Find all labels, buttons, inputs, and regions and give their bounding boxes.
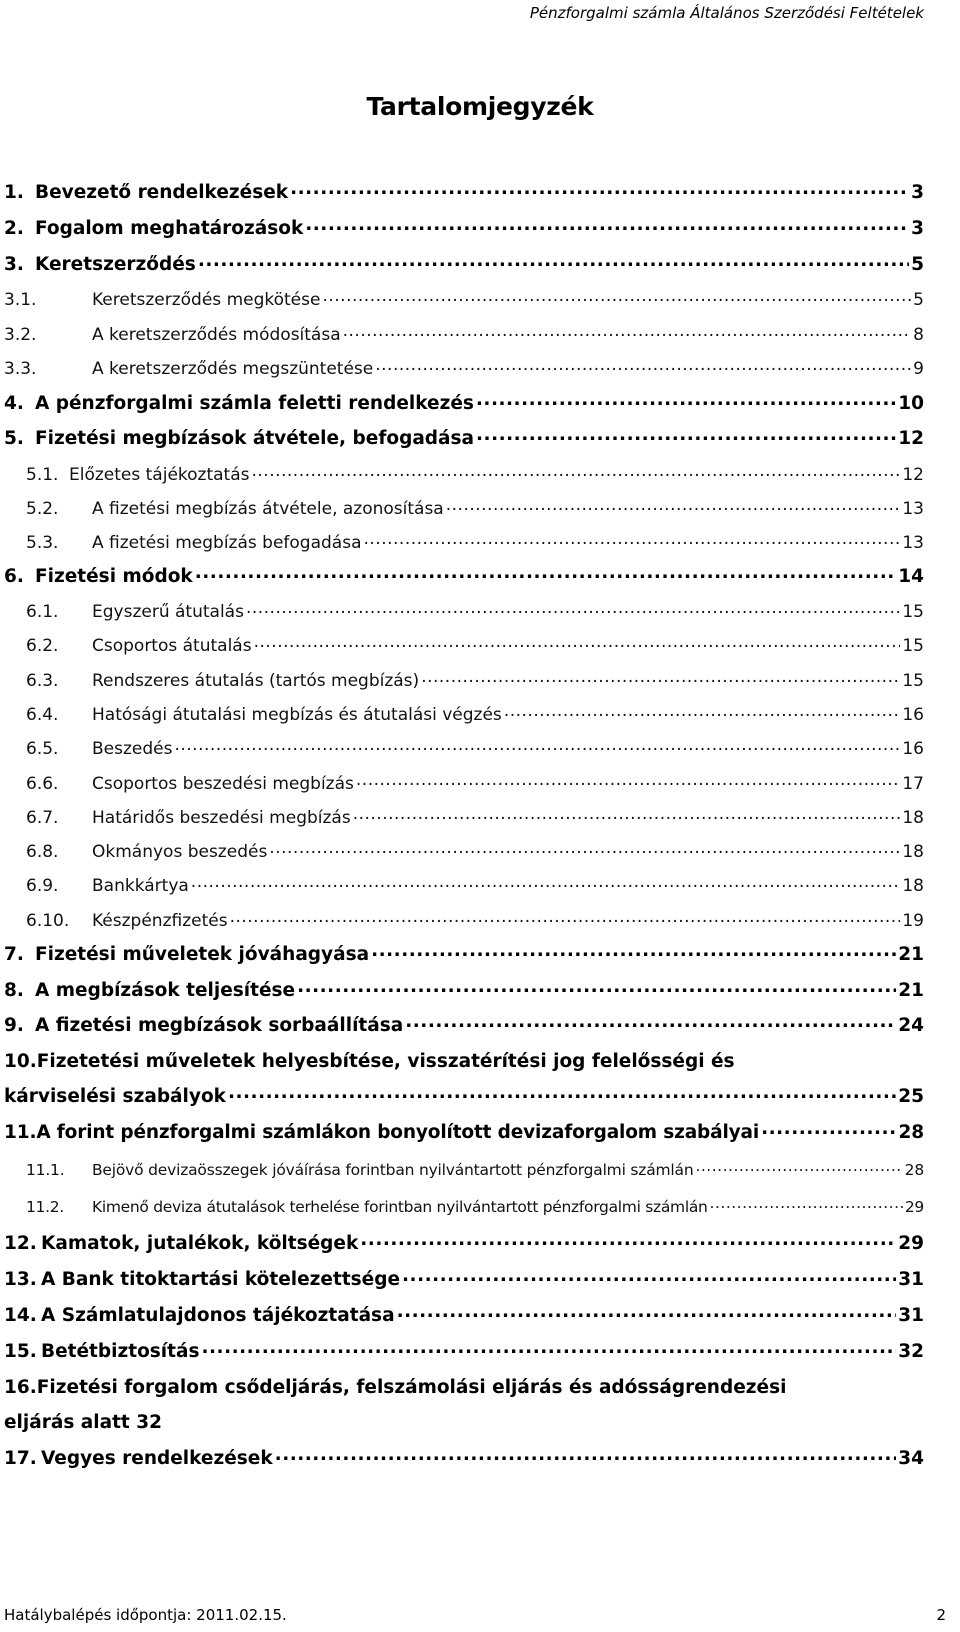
toc-entry[interactable] [4,944,924,966]
toc-title: A Bank titoktartási kötelezettsége [41,1269,401,1290]
toc-entry-line1[interactable] [4,1051,735,1073]
toc-title: Előzetes tájékoztatás [69,465,250,485]
toc-leader [275,1448,897,1470]
toc-number: 6.7. [26,808,59,828]
toc-entry-line2[interactable] [4,1412,162,1434]
toc-title: Fizetési műveletek jóváhagyása [35,944,370,965]
toc-title: Fizetési forgalom csődeljárás, felszámolási eljárás és adósságrendezési [36,1377,787,1398]
toc-title: A keretszerződés megszüntetése [92,359,374,379]
toc-leader [710,1196,903,1218]
toc-title: A Számlatulajdonos tájékoztatása [41,1305,395,1326]
running-header: Pénzforgalmi számla Általános Szerződési Feltételek [529,4,924,22]
toc-entry[interactable] [4,324,924,346]
toc-entry[interactable] [4,980,924,1002]
toc-leader [201,1341,896,1363]
toc-number: 6.8. [26,842,59,862]
toc-number: 14. [4,1305,37,1326]
toc-page: 15 [902,671,924,691]
toc-entry[interactable] [4,428,924,450]
toc-title: Beszedés [92,739,173,759]
toc-number: 7. [4,944,24,965]
toc-page: 24 [898,1015,924,1036]
toc-leader [476,428,896,450]
toc-title-continued: kárviselési szabályok [4,1086,226,1107]
toc-leader [322,289,911,311]
toc-entry[interactable] [26,1159,924,1181]
toc-entry[interactable] [4,1122,924,1144]
toc-page: 3 [911,182,924,203]
toc-title: Rendszeres átutalás (tartós megbízás) [92,671,420,691]
toc-leader [191,875,901,897]
toc-entry[interactable] [26,875,924,897]
toc-number: 6.3. [26,671,59,691]
toc-number: 2. [4,218,24,239]
toc-number: 16. [4,1377,37,1398]
toc-leader [375,358,911,380]
toc-title: A pénzforgalmi számla feletti rendelkezés [35,393,474,414]
toc-entry[interactable] [4,1448,924,1470]
toc-title: A fizetési megbízások sorbaállítása [35,1015,404,1036]
toc-entry[interactable] [4,1341,924,1363]
toc-page: 19 [902,911,924,931]
toc-title: Vegyes rendelkezések [41,1448,273,1469]
toc-page: 18 [902,808,924,828]
toc-title: Bankkártya [92,876,189,896]
toc-title: A megbízások teljesítése [35,980,296,1001]
toc-leader [504,704,901,726]
toc-entry[interactable] [26,532,924,554]
toc-title: A fizetési megbízás átvétele, azonosítása [92,499,444,519]
toc-number: 6.2. [26,636,59,656]
toc-entry[interactable] [26,910,924,932]
toc-page: 17 [902,774,924,794]
toc-leader [290,182,909,204]
toc-page: 14 [898,566,924,587]
toc-page: 31 [898,1305,924,1326]
toc-leader [405,1015,896,1037]
toc-title: Bejövő devizaösszegek jóváírása forintban nyilvántartott pénzforgalmi számlán [92,1161,694,1179]
toc-entry[interactable] [4,254,924,276]
toc-number: 6.10. [26,911,70,931]
toc-page: 32 [898,1341,924,1362]
toc-number: 12. [4,1233,37,1254]
toc-page: 21 [898,980,924,1001]
toc-title: A keretszerződés módosítása [92,325,341,345]
toc-entry[interactable] [26,464,924,486]
toc-entry[interactable] [26,670,924,692]
toc-entry[interactable] [4,566,924,588]
toc-title: Fizetési módok [35,566,193,587]
toc-entry[interactable] [4,358,924,380]
toc-number: 6.1. [26,602,59,622]
toc-number: 3.3. [4,359,37,379]
toc-leader [476,393,896,415]
toc-page: 5 [913,290,924,310]
toc-page: 18 [902,842,924,862]
toc-entry[interactable] [4,182,924,204]
toc-number: 6.9. [26,876,59,896]
toc-entry-line2[interactable] [4,1086,924,1108]
toc-entry[interactable] [4,289,924,311]
toc-leader [397,1305,897,1327]
toc-number: 11.2. [26,1198,64,1216]
toc-page: 9 [913,359,924,379]
toc-entry[interactable] [4,1269,924,1291]
toc-number: 5.2. [26,499,59,519]
toc-title: Fogalom meghatározások [35,218,304,239]
toc-page: 29 [904,1198,924,1216]
toc-page: 16 [902,739,924,759]
toc-leader [761,1122,896,1144]
toc-number: 13. [4,1269,37,1290]
toc-page: 15 [902,602,924,622]
footer-page-number: 2 [936,1606,946,1624]
toc-title: Határidős beszedési megbízás [92,808,351,828]
toc-title: Egyszerű átutalás [92,602,244,622]
toc-entry[interactable] [26,807,924,829]
toc-entry[interactable] [4,218,924,240]
toc-number: 6. [4,566,24,587]
toc-number: 6.4. [26,705,59,725]
toc-page: 31 [898,1269,924,1290]
toc-leader [371,944,896,966]
toc-title: Csoportos beszedési megbízás [92,774,354,794]
toc-leader [269,841,900,863]
toc-page: 16 [902,705,924,725]
toc-number: 10. [4,1051,37,1072]
toc-leader [254,635,901,657]
toc-entry[interactable] [26,738,924,760]
toc-page: 25 [898,1086,924,1107]
toc-entry[interactable] [26,773,924,795]
toc-number: 5. [4,428,24,449]
toc-number: 4. [4,393,24,414]
toc-number: 9. [4,1015,24,1036]
toc-leader [198,254,909,276]
toc-page: 8 [913,325,924,345]
toc-page: 3 [911,218,924,239]
toc-title: Hatósági átutalási megbízás és átutalási végzés [92,705,502,725]
toc-number: 6.6. [26,774,59,794]
toc-page: 29 [898,1233,924,1254]
toc-page: 5 [911,254,924,275]
toc-title: Kimenő deviza átutalások terhelése forintban nyilvántartott pénzforgalmi számlán [92,1198,708,1216]
toc-title: A forint pénzforgalmi számlákon bonyolított devizaforgalom szabályai [36,1122,760,1143]
toc-title: Bevezető rendelkezések [35,182,289,203]
toc-page: 10 [898,393,924,414]
toc-title: Fizetési megbízások átvétele, befogadása [35,428,475,449]
toc-title: Okmányos beszedés [92,842,268,862]
toc-entry[interactable] [26,635,924,657]
toc-entry[interactable] [26,1196,924,1218]
toc-number: 3. [4,254,24,275]
toc-title: Kamatok, jutalékok, költségek [41,1233,359,1254]
toc-number: 5.3. [26,533,59,553]
toc-leader [297,980,896,1002]
toc-number: 17. [4,1448,37,1469]
toc-number: 3.2. [4,325,37,345]
toc-leader [402,1269,896,1291]
toc-leader [230,910,901,932]
toc-number: 8. [4,980,24,1001]
toc-leader [356,773,900,795]
toc-entry[interactable] [26,704,924,726]
toc-page: 18 [902,876,924,896]
page-title: Tartalomjegyzék [366,92,594,121]
toc-title: Készpénzfizetés [92,911,228,931]
toc-leader [343,324,912,346]
toc-page: 12 [902,465,924,485]
toc-leader [228,1086,896,1108]
toc-page: 21 [898,944,924,965]
toc-leader [353,807,901,829]
toc-page: 28 [904,1161,924,1179]
toc-entry[interactable] [4,1305,924,1327]
toc-title: Betétbiztosítás [41,1341,200,1362]
toc-number: 3.1. [4,290,37,310]
toc-leader [195,566,897,588]
toc-entry[interactable] [26,498,924,520]
toc-leader [421,670,900,692]
toc-leader [364,532,901,554]
toc-page: 13 [902,533,924,553]
toc-leader [360,1233,896,1255]
toc-leader [446,498,901,520]
toc-number: 11.1. [26,1161,65,1179]
toc-title: Keretszerződés megkötése [92,290,321,310]
toc-entry[interactable] [4,1233,924,1255]
toc-number: 5.1. [26,465,59,485]
toc-number: 1. [4,182,24,203]
toc-page: 12 [898,428,924,449]
toc-title: A fizetési megbízás befogadása [92,533,362,553]
toc-entry[interactable] [26,601,924,623]
toc-leader [174,738,900,760]
toc-number: 6.5. [26,739,59,759]
toc-number: 15. [4,1341,37,1362]
toc-entry[interactable] [26,841,924,863]
toc-page: 34 [898,1448,924,1469]
toc-title: Fizetetési műveletek helyesbítése, visszatérítési jog felelősségi és [36,1051,735,1072]
toc-page: 28 [898,1122,924,1143]
toc-page: 13 [902,499,924,519]
toc-page: 15 [902,636,924,656]
toc-leader [695,1159,902,1181]
toc-entry[interactable] [4,393,924,415]
toc-number: 11. [4,1122,37,1143]
toc-title: Csoportos átutalás [92,636,252,656]
toc-entry[interactable] [4,1015,924,1037]
toc-leader [246,601,900,623]
footer-effective-date: Hatálybalépés időpontja: 2011.02.15. [4,1606,287,1624]
toc-title-continued: eljárás alatt 32 [4,1412,162,1433]
toc-entry-line1[interactable] [4,1377,786,1399]
toc-title: Keretszerződés [35,254,196,275]
toc-leader [251,464,900,486]
toc-leader [305,218,909,240]
